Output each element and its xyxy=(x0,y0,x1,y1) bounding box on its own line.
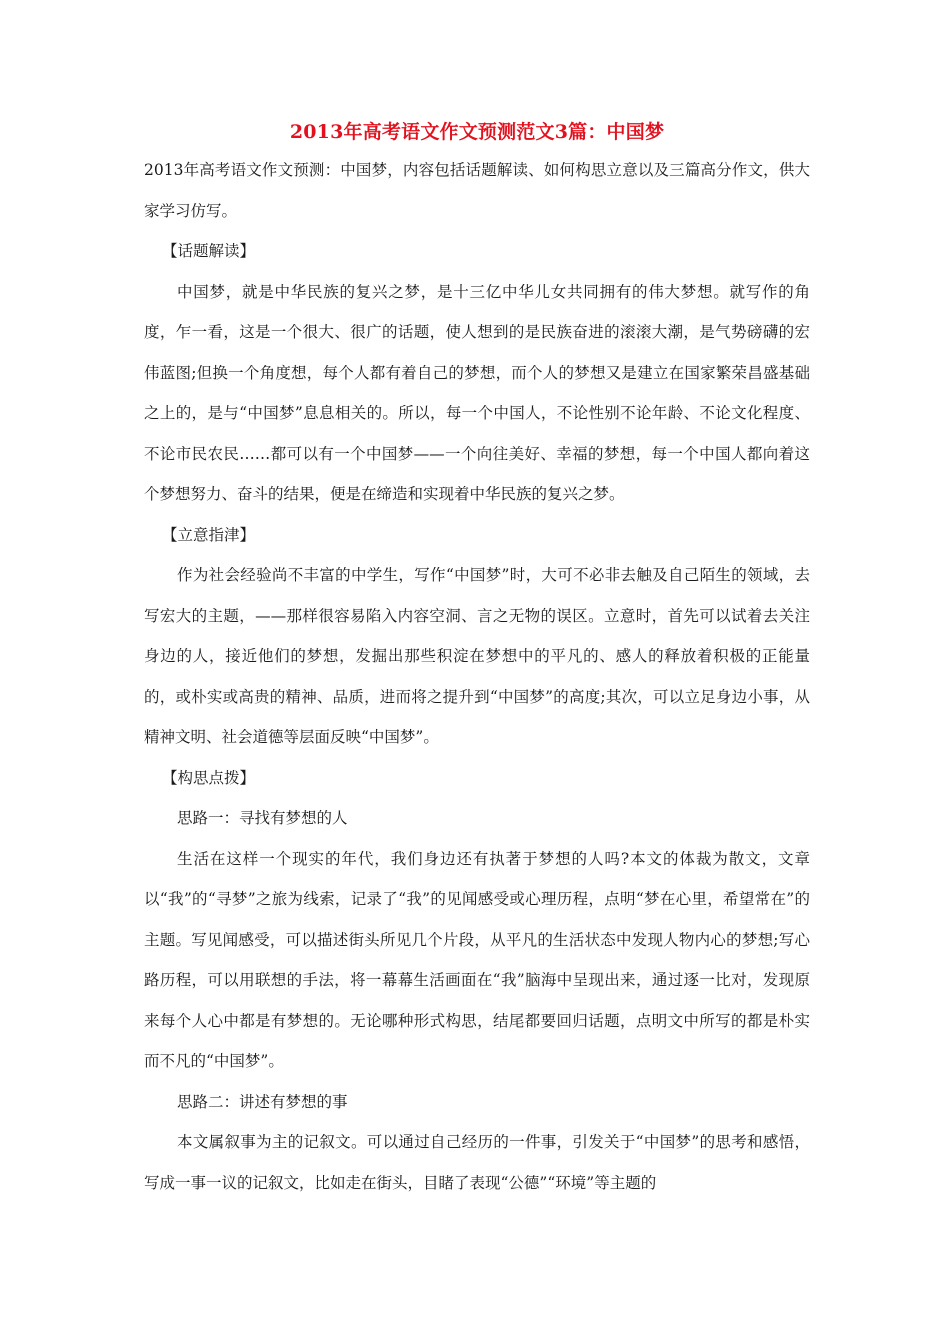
idea1-paragraph: 生活在这样一个现实的年代，我们身边还有执著于梦想的人吗?本文的体裁为散文，文章以“我”的“寻梦”之旅为线索，记录了“我”的见闻感受或心理历程，点明“梦在心里，希望常在”的主题。写见闻感受，可以描述街头所见几个片段，从平凡的生活状态中发现人物内心的梦想;写心路历程，可以用联想的手法，将一幕幕生活画面在“我”脑海中呈现出来，通过逐一比对，发现原来每个人心中都是有梦想的。无论哪种形式构思，结尾都要回归话题，点明文中所写的都是朴实而不凡的“中国梦”。 xyxy=(144,849,810,1070)
intro-paragraph: 2013年高考语文作文预测：中国梦，内容包括话题解读、如何构思立意以及三篇高分作文，供大家学习仿写。 xyxy=(144,161,810,220)
document-content xyxy=(144,118,810,1203)
document-title: 2013年高考语文作文预测范文3篇：中国梦 xyxy=(289,121,665,143)
intent-heading: 【立意指津】 xyxy=(162,525,256,544)
structure-heading: 【构思点拨】 xyxy=(162,768,256,787)
idea2-title: 思路二：讲述有梦想的事 xyxy=(177,1092,348,1111)
idea2-paragraph: 本文属叙事为主的记叙文。可以通过自己经历的一件事，引发关于“中国梦”的思考和感悟，写成一事一议的记叙文，比如走在街头，目睹了表现“公德”“环境”等主题的 xyxy=(144,1133,810,1192)
intent-paragraph: 作为社会经验尚不丰富的中学生，写作“中国梦”时，大可不必非去触及自己陌生的领域，去写宏大的主题，——那样很容易陷入内容空洞、言之无物的误区。立意时，首先可以试着去关注身边的人，接近他们的梦想，发掘出那些积淀在梦想中的平凡的、感人的释放着积极的正能量的，或朴实或高贵的精神、品质，进而将之提升到“中国梦”的高度;其次，可以立足身边小事，从精神文明、社会道德等层面反映“中国梦”。 xyxy=(144,566,810,746)
idea1-title: 思路一：寻找有梦想的人 xyxy=(177,809,348,827)
topic-paragraph: 中国梦，就是中华民族的复兴之梦，是十三亿中华儿女共同拥有的伟大梦想。就写作的角度，乍一看，这是一个很大、很广的话题，使人想到的是民族奋进的滚滚大潮，是气势磅礴的宏伟蓝图;但换一个角度想，每个人都有着自己的梦想，而个人的梦想又是建立在国家繁荣昌盛基础之上的，是与“中国梦”息息相关的。所以，每一个中国人，不论性别不论年龄、不论文化程度、不论市民农民……都可以有一个中国梦——一个向往美好、幸福的梦想，每一个中国人都向着这个梦想努力、奋斗的结果，便是在缔造和实现着中华民族的复兴之梦。 xyxy=(144,282,810,503)
topic-heading: 【话题解读】 xyxy=(162,242,256,260)
